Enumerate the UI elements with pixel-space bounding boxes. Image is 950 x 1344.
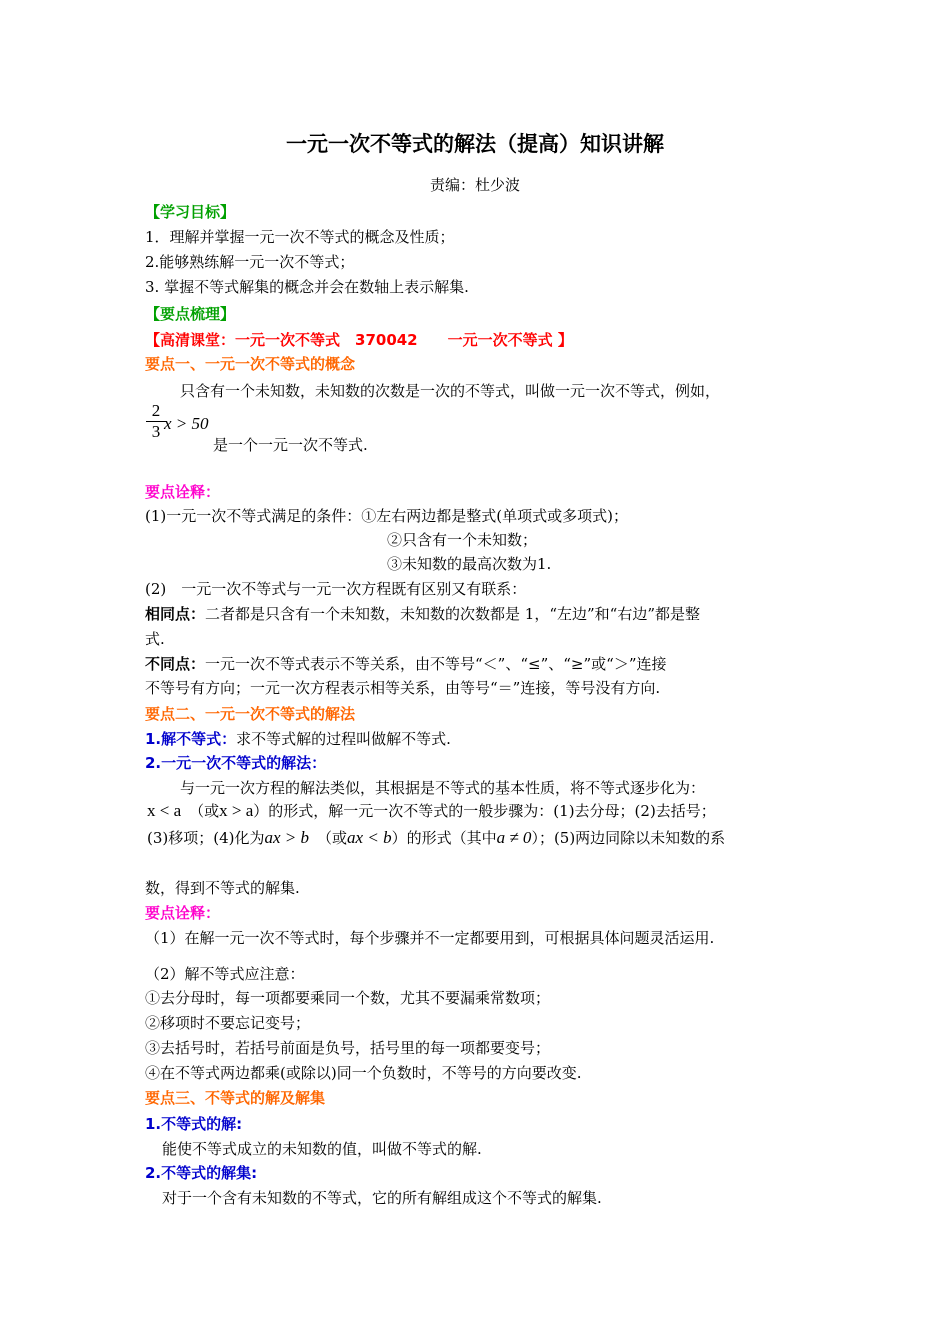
point2-sub2-label: 2.一元一次不等式的解法： — [145, 754, 327, 772]
goal-item-1: 1．理解并掌握一元一次不等式的概念及性质； — [145, 228, 455, 246]
point3-heading: 要点三、不等式的解及解集 — [145, 1089, 326, 1107]
point2-sub1-text: 求不等式解的过程叫做解不等式. — [236, 730, 451, 748]
same-point-label: 相同点： — [145, 605, 206, 623]
note2-line-4: ②移项时不要忘记变号； — [145, 1014, 311, 1032]
point2-sub1 — [145, 728, 451, 750]
point2-text-steps: ）的形式，解一元一次不等式的一般步骤为：(1)去分母；(2)去括号； — [253, 802, 716, 820]
note2-line-1: （1）在解一元一次不等式时，每个步骤并不一定都要用到，可根据具体问题灵活运用. — [145, 929, 715, 947]
points-heading: 【要点梳理】 — [145, 305, 236, 323]
point2-text-move: (3)移项；(4)化为 — [147, 829, 265, 847]
goal-item-3: 3. 掌握不等式解集的概念并会在数轴上表示解集. — [145, 278, 469, 296]
fraction-denominator: 3 — [151, 422, 161, 441]
same-point-text-2: 式. — [145, 630, 165, 648]
math-a-not-zero: a ≠ 0 — [496, 828, 532, 847]
note2-line-6: ④在不等式两边都乘(或除以)同一个负数时，不等号的方向要改变. — [145, 1064, 582, 1082]
example-inequality: x > 50 — [164, 414, 209, 433]
note2-line-2: （2）解不等式应注意： — [145, 965, 305, 983]
note1-relation: (2) 一元一次不等式与一元一次方程既有区别又有联系： — [145, 580, 527, 598]
point2-paragraph-2 — [147, 800, 716, 822]
point2-text-divide: ）；(5)两边同除以未知数的系 — [531, 829, 726, 847]
diff-point-label: 不同点： — [145, 655, 206, 673]
point2-text-form: ）的形式（其中 — [391, 829, 497, 847]
point2-text-or-2: （或 — [317, 829, 348, 847]
point1-heading: 要点一、一元一次不等式的概念 — [145, 355, 356, 373]
fraction-two-thirds — [146, 402, 166, 441]
note1-heading: 要点诠释： — [145, 483, 221, 501]
point3-sub1-label: 1.不等式的解: — [145, 1115, 243, 1133]
point3-sub2-text: 对于一个含有未知数的不等式，它的所有解组成这个不等式的解集. — [162, 1189, 602, 1207]
goal-item-2: 2.能够熟练解一元一次不等式； — [145, 253, 355, 271]
point2-heading: 要点二、一元一次不等式的解法 — [145, 705, 356, 723]
diff-point-text: 一元一次不等式表示不等关系，由不等号“＜”、“≤”、“≥”或“＞”连接 — [205, 655, 667, 673]
diff-point-text-2: 不等号有方向；一元一次方程表示相等关系，由等号“＝”连接，等号没有方向. — [145, 679, 661, 697]
math-ax-greater-b: ax > b — [264, 828, 310, 847]
same-point-text: 二者都是只含有一个未知数，未知数的次数都是 1，“左边”和“右边”都是整 — [205, 605, 701, 623]
math-ax-less-b: ax < b — [347, 828, 392, 847]
note1-condition-1: (1)一元一次不等式满足的条件：①左右两边都是整式(单项式或多项式)； — [145, 507, 628, 525]
note2-line-5: ③去括号时，若括号前面是负号，括号里的每一项都要变号； — [145, 1039, 551, 1057]
same-point-line — [145, 603, 700, 625]
point2-text-or-1: （或 — [189, 802, 220, 820]
point3-sub2-label: 2.不等式的解集: — [145, 1164, 258, 1182]
example-tail: 是一个一元一次不等式. — [213, 436, 368, 454]
note1-condition-3: ③未知数的最高次数为1. — [387, 555, 552, 573]
point2-sub1-label: 1.解不等式： — [145, 730, 237, 748]
document-title: 一元一次不等式的解法（提高）知识讲解 — [286, 132, 664, 156]
point2-paragraph-4: 数，得到不等式的解集. — [145, 879, 300, 897]
diff-point-line — [145, 653, 667, 675]
note1-condition-2: ②只含有一个未知数； — [387, 531, 538, 549]
goals-heading: 【学习目标】 — [145, 203, 236, 221]
point2-paragraph-3 — [147, 827, 725, 849]
hd-class-banner: 【高清课堂：一元一次不等式 370042 一元一次不等式 】 — [145, 331, 573, 349]
point2-paragraph-1: 与一元一次方程的解法类似，其根据是不等式的基本性质，将不等式逐步化为： — [180, 779, 706, 797]
note2-heading: 要点诠释： — [145, 904, 221, 922]
fraction-numerator: 2 — [151, 401, 161, 420]
point3-sub1-text: 能使不等式成立的未知数的值，叫做不等式的解. — [162, 1140, 482, 1158]
math-x-greater-a: x > a — [219, 801, 254, 820]
note2-line-3: ①去分母时，每一项都要乘同一个数，尤其不要漏乘常数项； — [145, 989, 551, 1007]
point1-paragraph: 只含有一个未知数，未知数的次数是一次的不等式，叫做一元一次不等式，例如， — [180, 382, 721, 400]
math-x-less-a: x < a — [147, 801, 182, 820]
editor-credit: 责编：杜少波 — [429, 176, 520, 194]
